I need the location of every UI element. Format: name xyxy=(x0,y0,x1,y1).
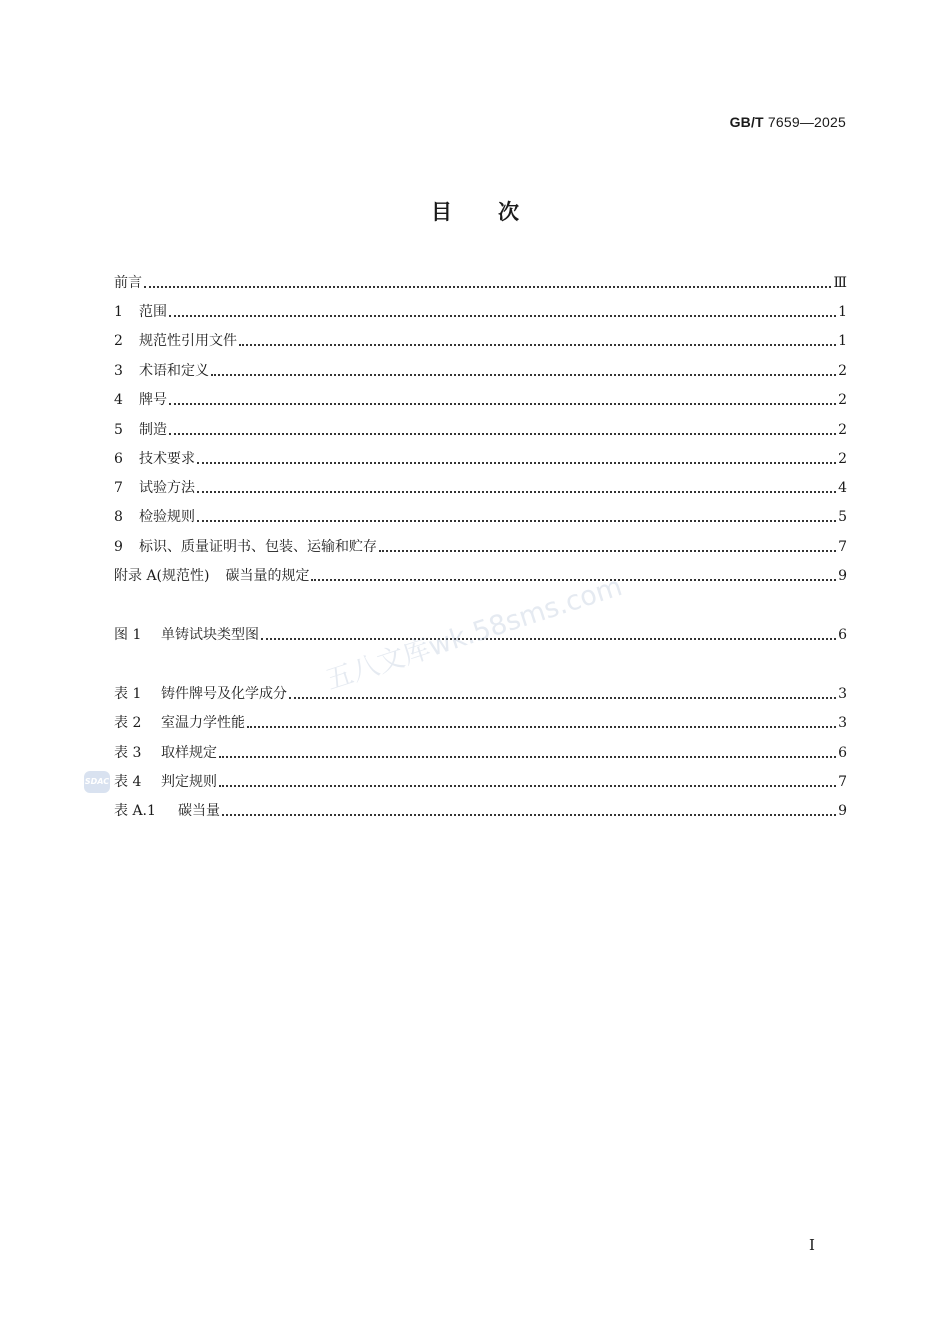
toc-entry-label: 单铸试块类型图 xyxy=(161,627,259,643)
toc-entry-number: 表 3 xyxy=(114,745,142,761)
toc-entry-page: 6 xyxy=(838,745,847,761)
dot-leader xyxy=(222,814,836,816)
standard-code xyxy=(730,114,846,130)
toc-entry-number: 4 xyxy=(114,392,123,408)
toc-entry-number: 9 xyxy=(114,539,123,555)
toc-entry-label: 术语和定义 xyxy=(139,363,209,379)
toc-entry-scope[interactable] xyxy=(114,302,847,322)
toc-entry-number: 表 A.1 xyxy=(114,803,156,819)
standard-prefix: GB/T xyxy=(729,114,764,130)
dot-leader xyxy=(261,638,836,640)
toc-entry-inspection-rules[interactable] xyxy=(114,507,847,527)
toc-entry-label: 检验规则 xyxy=(139,509,195,525)
toc-entry-page: 7 xyxy=(838,774,847,790)
toc-entry-label: 技术要求 xyxy=(139,451,195,467)
page-title: 目次 xyxy=(431,200,565,224)
toc-entry-marking-packaging[interactable] xyxy=(114,537,847,557)
toc-entry-label: 碳当量 xyxy=(178,803,220,819)
toc-entry-label: 牌号 xyxy=(139,392,167,408)
toc-entry-number: 8 xyxy=(114,509,123,525)
toc-entry-number: 图 1 xyxy=(114,627,142,643)
toc-entry-label: 试验方法 xyxy=(139,480,195,496)
dot-leader xyxy=(379,550,836,552)
toc-entry-page: 3 xyxy=(838,715,847,731)
toc-entry-table-4[interactable] xyxy=(114,772,847,792)
dot-leader xyxy=(144,286,831,288)
toc-entry-label: 制造 xyxy=(139,422,167,438)
sdac-logo-icon: SDAC xyxy=(84,771,110,793)
toc-entry-page: 4 xyxy=(838,480,847,496)
dot-leader xyxy=(219,756,836,758)
toc-entry-table-1[interactable] xyxy=(114,684,847,704)
toc-entry-number: 7 xyxy=(114,480,123,496)
dot-leader xyxy=(289,697,836,699)
toc-entry-test-methods[interactable] xyxy=(114,478,847,498)
toc-entry-page: 7 xyxy=(838,539,847,555)
toc-entry-page: 9 xyxy=(838,568,847,584)
toc-entry-page: 6 xyxy=(838,627,847,643)
toc-entry-label: 前言 xyxy=(114,275,142,291)
toc-entry-number: 3 xyxy=(114,363,123,379)
toc-entry-grades[interactable] xyxy=(114,390,847,410)
toc-entry-number: 6 xyxy=(114,451,123,467)
dot-leader xyxy=(197,491,836,493)
toc-entry-page: Ⅲ xyxy=(833,275,847,291)
toc-entry-technical-requirements[interactable] xyxy=(114,449,847,469)
toc-entry-table-a1[interactable] xyxy=(114,801,847,821)
toc-entry-table-2[interactable] xyxy=(114,713,847,733)
toc-entry-manufacture[interactable] xyxy=(114,420,847,440)
toc-entry-number: 5 xyxy=(114,422,123,438)
toc-entry-page: 2 xyxy=(838,392,847,408)
dot-leader xyxy=(219,785,836,787)
dot-leader xyxy=(197,462,836,464)
toc-entry-label: 碳当量的规定 xyxy=(225,568,310,584)
dot-leader xyxy=(211,374,836,376)
toc-entry-label: 范围 xyxy=(139,304,167,320)
dot-leader xyxy=(247,726,836,728)
toc-entry-normative-references[interactable] xyxy=(114,331,847,351)
toc-entry-page: 1 xyxy=(838,304,847,320)
toc-entry-page: 2 xyxy=(838,451,847,467)
toc-entry-number: 表 4 xyxy=(114,774,142,790)
toc-entry-label: 铸件牌号及化学成分 xyxy=(161,686,287,702)
toc-entry-annex-a[interactable] xyxy=(114,566,847,586)
dot-leader xyxy=(169,403,836,405)
toc-entry-page: 2 xyxy=(838,363,847,379)
toc-entry-page: 5 xyxy=(838,509,847,525)
dot-leader xyxy=(169,315,836,317)
toc-entry-page: 2 xyxy=(838,422,847,438)
dot-leader xyxy=(197,520,836,522)
toc-entry-number: 表 1 xyxy=(114,686,142,702)
toc-entry-label: 判定规则 xyxy=(161,774,217,790)
toc-entry-page: 3 xyxy=(838,686,847,702)
standard-number: 7659—2025 xyxy=(767,114,846,130)
toc-entry-label: 规范性引用文件 xyxy=(139,333,237,349)
toc-entry-page: 9 xyxy=(838,803,847,819)
toc-entry-number: 2 xyxy=(114,333,123,349)
toc-entry-number: 附录 A(规范性) xyxy=(114,568,210,584)
toc-entry-foreword[interactable] xyxy=(114,273,847,293)
dot-leader xyxy=(239,344,836,346)
toc-entry-label: 标识、质量证明书、包装、运输和贮存 xyxy=(139,539,377,555)
toc-entry-page: 1 xyxy=(838,333,847,349)
toc-entry-terms[interactable] xyxy=(114,361,847,381)
toc-entry-number: 1 xyxy=(114,304,123,320)
dot-leader xyxy=(169,433,836,435)
toc-entry-number: 表 2 xyxy=(114,715,142,731)
page-number: Ⅰ xyxy=(809,1236,815,1254)
toc-entry-label: 室温力学性能 xyxy=(161,715,245,731)
watermark: 五八文库wk.58sms.com xyxy=(322,571,626,697)
toc-entry-label: 取样规定 xyxy=(161,745,217,761)
toc-entry-table-3[interactable] xyxy=(114,743,847,763)
